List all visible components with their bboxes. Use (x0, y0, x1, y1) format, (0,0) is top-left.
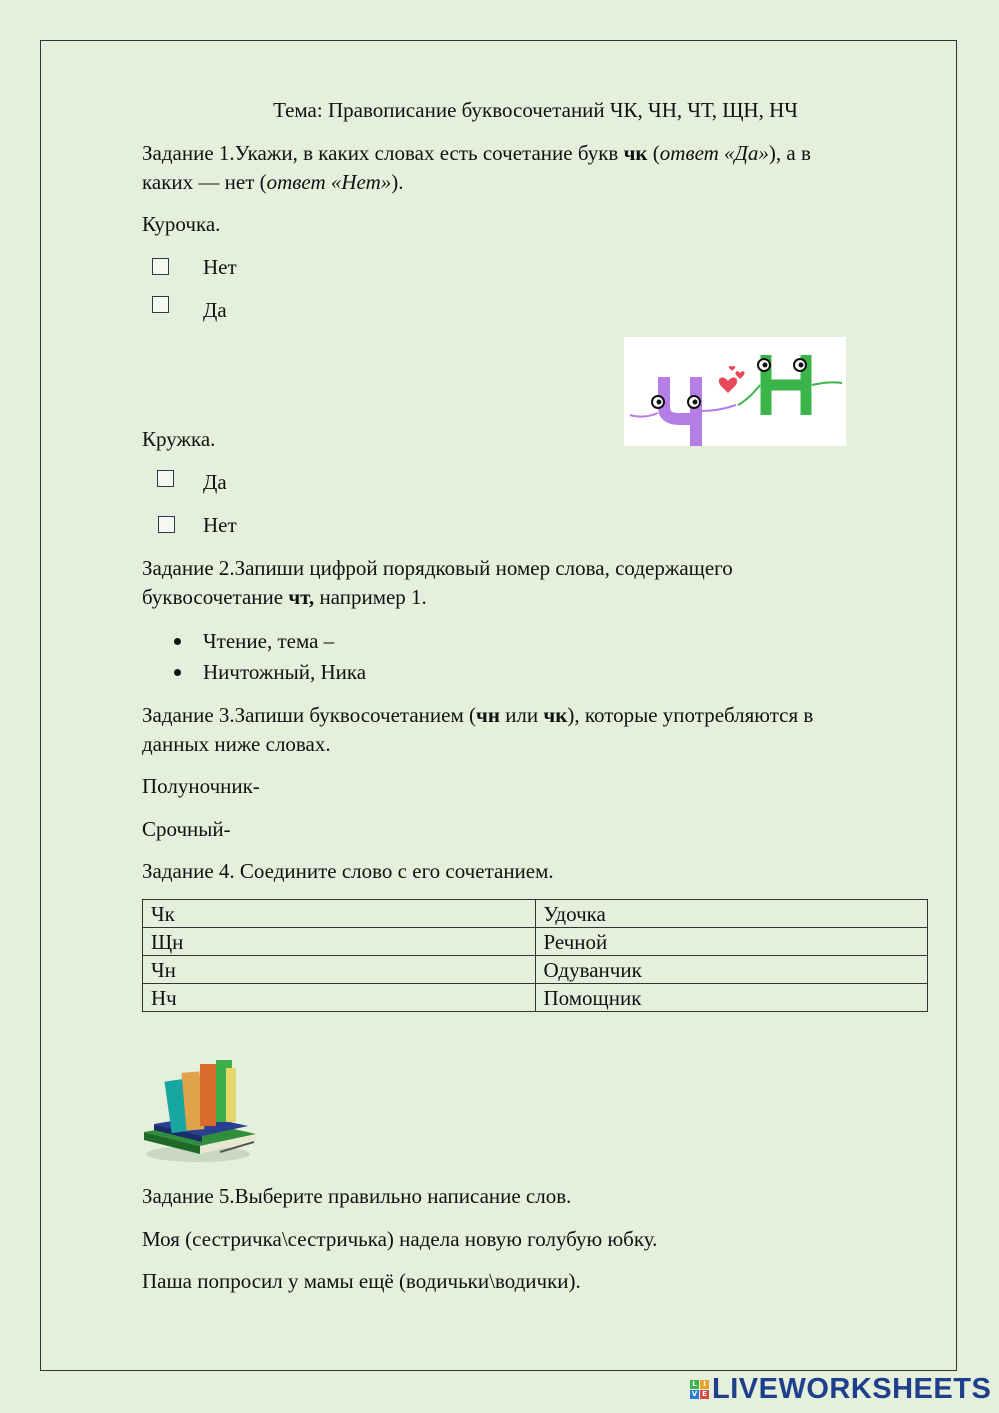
task5-sentence: Паша попросил у мамы ещё (водичьки\водички). (142, 1269, 581, 1293)
option-label: Да (203, 298, 227, 322)
task3-instruction-line2: данных ниже словах. (142, 732, 331, 756)
checkbox-kurochka-da[interactable] (152, 296, 169, 313)
task3-word: Срочный- (142, 817, 231, 841)
table-cell[interactable]: Удочка (535, 900, 928, 928)
task2-instruction-line1: Задание 2.Запиши цифрой порядковый номер слова, содержащего (142, 556, 733, 580)
table-cell[interactable]: Чн (143, 956, 536, 984)
liveworksheets-logo[interactable] (690, 1372, 991, 1406)
checkbox-kruzhka-da[interactable] (157, 470, 174, 487)
task1-word-kruzhka: Кружка. (142, 427, 216, 451)
task3-instruction-line1: Задание 3.Запиши буквосочетанием (чн или чк), которые употребляются в (142, 703, 814, 727)
task1-instruction-line2: каких — нет (ответ «Нет»). (142, 170, 404, 194)
table-row (143, 928, 928, 956)
checkbox-kurochka-net[interactable] (152, 258, 169, 275)
task5-sentence: Моя (сестричка\сестричька) надела новую голубую юбку. (142, 1227, 658, 1251)
table-row (143, 900, 928, 928)
logo-badge-icon: L I V E (690, 1380, 709, 1399)
table-row (143, 984, 928, 1012)
page-title: Тема: Правописание буквосочетаний ЧК, ЧН, ЧТ, ЩН, НЧ (273, 98, 798, 122)
table-cell[interactable]: Одуванчик (535, 956, 928, 984)
bullet-icon (174, 638, 181, 645)
letters-ch-n-illustration (624, 337, 846, 446)
task1-instruction-line1: Задание 1.Укажи, в каких словах есть сочетание букв чк (ответ «Да»), а в (142, 141, 811, 165)
task1-word-kurochka: Курочка. (142, 212, 221, 236)
task4-heading: Задание 4. Соедините слово с его сочетанием. (142, 859, 554, 883)
task2-item: Ничтожный, Ника (203, 660, 367, 684)
option-label: Нет (203, 255, 237, 279)
task3-word: Полуночник- (142, 774, 260, 798)
bullet-icon (174, 669, 181, 676)
checkbox-kruzhka-net[interactable] (158, 516, 175, 533)
task2-item: Чтение, тема – (203, 629, 335, 653)
logo-text: LIVEWORKSHEETS (712, 1372, 992, 1405)
letter-ch-text: ч (624, 337, 625, 338)
table-cell[interactable]: Щн (143, 928, 536, 956)
table-cell[interactable]: Помощник (535, 984, 928, 1012)
books-icon (140, 1050, 262, 1166)
table-row (143, 956, 928, 984)
table-cell[interactable]: Речной (535, 928, 928, 956)
matching-table (142, 899, 928, 1012)
table-cell[interactable]: Нч (143, 984, 536, 1012)
task5-heading: Задание 5.Выберите правильно написание слов. (142, 1184, 572, 1208)
option-label: Нет (203, 513, 237, 537)
option-label: Да (203, 470, 227, 494)
table-cell[interactable]: Чк (143, 900, 536, 928)
task2-instruction-line2: буквосочетание чт, например 1. (142, 585, 427, 609)
